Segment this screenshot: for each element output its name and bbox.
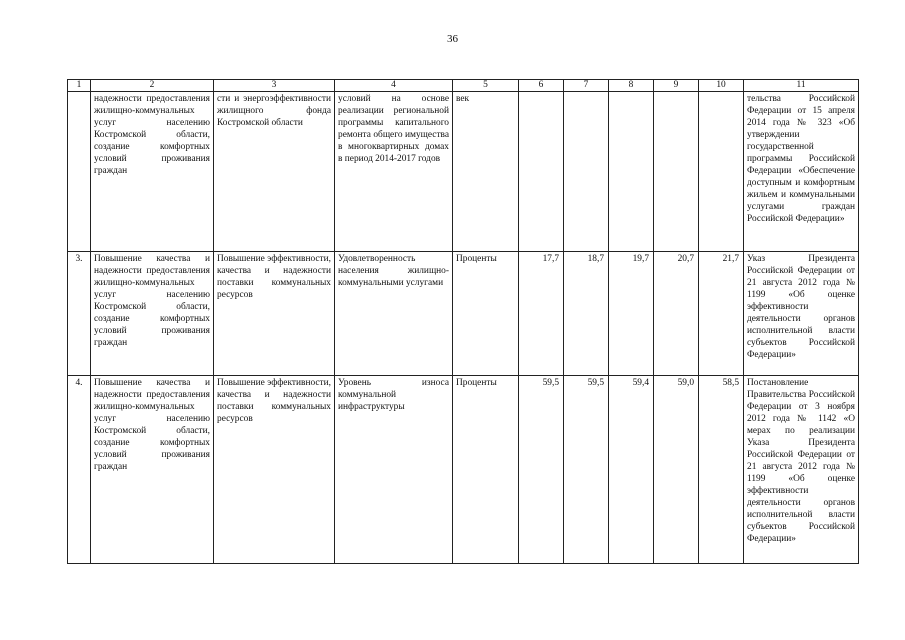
value-cell: 19,7 — [609, 252, 654, 376]
column-number: 10 — [699, 80, 744, 92]
indicator-cell: Удовлетворенность населения жилищно-коммунальными услугами — [335, 252, 453, 376]
value-cell: 59,4 — [609, 376, 654, 564]
value-cell: 17,7 — [519, 252, 564, 376]
value-cell: 58,5 — [699, 376, 744, 564]
table-row — [68, 376, 859, 564]
column-number: 2 — [91, 80, 214, 92]
value-cell: 59,5 — [564, 376, 609, 564]
column-number: 1 — [68, 80, 91, 92]
task-cell: Повышение эффективности, качества и надежности поставки коммунальных ресурсов — [214, 252, 335, 376]
value-cell: 20,7 — [654, 252, 699, 376]
value-cell — [519, 92, 564, 252]
row-number-cell — [68, 92, 91, 252]
value-cell: 59,5 — [519, 376, 564, 564]
value-cell: 21,7 — [699, 252, 744, 376]
unit-cell: Проценты — [453, 376, 519, 564]
indicators-table — [67, 79, 859, 564]
goal-cell: Повышение качества и надежности предоставления жилищно-коммунальных услуг населению Костромской области, создание комфортных условий проживания граждан — [91, 376, 214, 564]
goal-cell: надежности предоставления жилищно-коммунальных услуг населению Костромской области, создание комфортных условий проживания граждан — [91, 92, 214, 252]
table-row — [68, 92, 859, 252]
task-cell: Повышение эффективности, качества и надежности поставки коммунальных ресурсов — [214, 376, 335, 564]
column-number: 3 — [214, 80, 335, 92]
goal-cell: Повышение качества и надежности предоставления жилищно-коммунальных услуг населению Костромской области, создание комфортных условий проживания граждан — [91, 252, 214, 376]
legal-basis-cell: Постановление Правительства Российской Федерации от 3 ноября 2012 года № 1142 «О мерах по реализации Указа Президента Российской Федерации от 21 августа 2012 года № 1199 «Об оценке эффективности деятельности органов исполнительной власти субъектов Российской Федерации» — [744, 376, 859, 564]
column-number: 4 — [335, 80, 453, 92]
unit-cell: век — [453, 92, 519, 252]
page-number: 36 — [447, 33, 458, 45]
task-cell: сти и энергоэффективности жилищного фонда Костромской области — [214, 92, 335, 252]
indicator-cell: условий на основе реализации региональной программы капитального ремонта общего имущества в многоквартирных домах в период 2014-2017 годов — [335, 92, 453, 252]
row-number-cell: 4. — [68, 376, 91, 564]
value-cell: 59,0 — [654, 376, 699, 564]
unit-cell: Проценты — [453, 252, 519, 376]
legal-basis-cell: Указ Президента Российской Федерации от 21 августа 2012 года № 1199 «Об оценке эффективности деятельности органов исполнительной власти субъектов Российской Федерации» — [744, 252, 859, 376]
value-cell: 18,7 — [564, 252, 609, 376]
value-cell — [609, 92, 654, 252]
table-row — [68, 252, 859, 376]
legal-basis-cell: тельства Российской Федерации от 15 апреля 2014 года № 323 «Об утверждении государственной программы Российской Федерации «Обеспечение доступным и комфортным жильем и коммунальными услугами граждан Российской Федерации» — [744, 92, 859, 252]
value-cell — [699, 92, 744, 252]
column-number: 7 — [564, 80, 609, 92]
column-number: 8 — [609, 80, 654, 92]
value-cell — [564, 92, 609, 252]
column-number: 9 — [654, 80, 699, 92]
column-number: 6 — [519, 80, 564, 92]
row-number-cell: 3. — [68, 252, 91, 376]
column-number: 5 — [453, 80, 519, 92]
column-number-row — [68, 80, 859, 92]
value-cell — [654, 92, 699, 252]
indicator-cell: Уровень износа коммунальной инфраструктуры — [335, 376, 453, 564]
column-number: 11 — [744, 80, 859, 92]
